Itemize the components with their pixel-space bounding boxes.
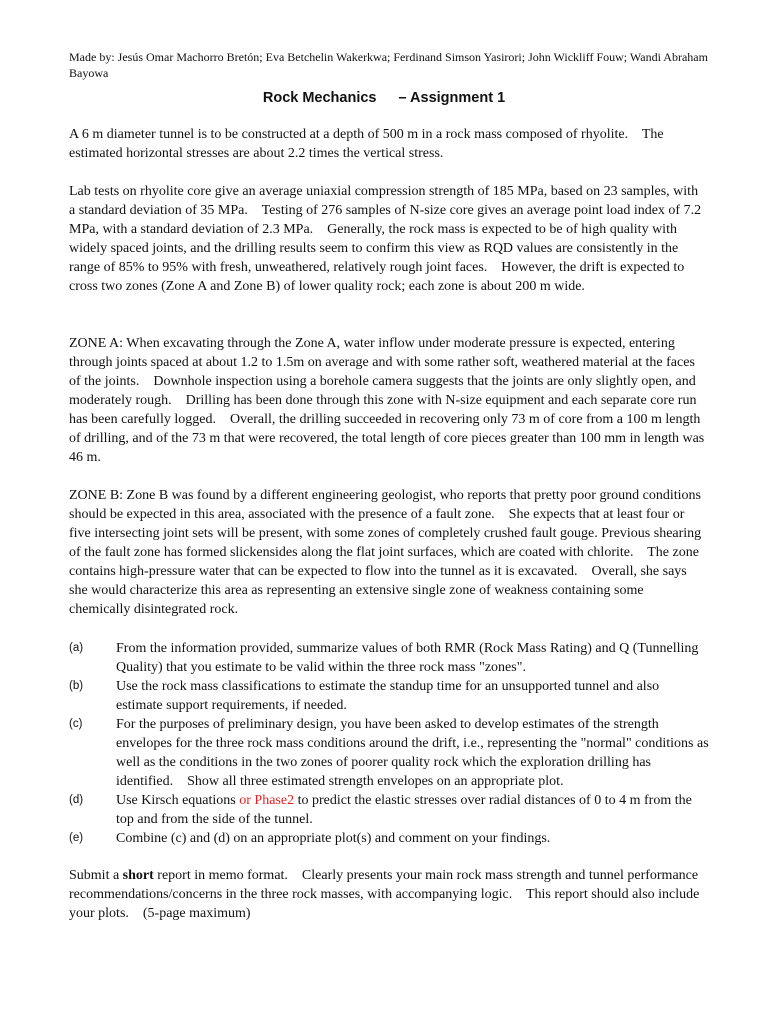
task-text: For the purposes of preliminary design, you have been asked to develop estimates of the strength envelopes for the three rock mass conditions around the drift, i.e., representing the "normal" conditions as well as the conditions in the two zones of poorer quality rock which the exploration drilling has identified. Show all three estimated strength envelopes on an appropriate plot. bbox=[116, 717, 713, 789]
task-text bbox=[116, 791, 709, 829]
submit-before: Submit a bbox=[69, 868, 123, 883]
task-text: Use the rock mass classifications to estimate the standup time for an unsupported tunnel and also estimate support requirements, if needed. bbox=[116, 679, 660, 713]
zone-a-paragraph: ZONE A: When excavating through the Zone A, water inflow under moderate pressure is expected, entering through joints spaced at about 1.2 to 1.5m on average and with some rather soft, weathered material at the faces of the joints. Downhole inspection using a borehole camera suggests that the joints are only slightly open, and moderately rough. Drilling has been done through this zone with N-size equipment and each separate core run has been carefully logged. Overall, the drilling succeeded in recovering only 73 m of core from a 100 m length of drilling, and of the 73 m that were recovered, the total length of core pieces greater than 100 mm in length was 46 m. bbox=[69, 336, 708, 465]
title-course: Rock Mechanics bbox=[262, 90, 377, 106]
task-marker: (b) bbox=[69, 680, 84, 692]
lab-tests-paragraph: Lab tests on rhyolite core give an average uniaxial compression strength of 185 MPa, based on 23 samples, with a standard deviation of 35 MPa. Testing of 276 samples of N-size core gives an average point load index of 7.2 MPa, with a standard deviation of 2.3 MPa. Generally, the rock mass is expected to be of high quality with widely spaced joints, and the drilling results seem to confirm this view as RQD values are consistently in the range of 85% to 95% with fresh, unweathered, relatively rough joint faces. However, the drift is expected to cross two zones (Zone A and Zone B) of lower quality rock; each zone is about 200 m wide. bbox=[69, 184, 705, 294]
task-text: Combine (c) and (d) on an appropriate plot(s) and comment on your findings. bbox=[116, 831, 551, 846]
phase2-highlight: or Phase2 bbox=[239, 793, 295, 808]
intro-paragraph: A 6 m diameter tunnel is to be constructed at a depth of 500 m in a rock mass composed of rhyolite. The estimated horizontal stresses are about 2.2 times the vertical stress. bbox=[69, 127, 668, 161]
submit-bold: short bbox=[122, 868, 154, 883]
submit-after: report in memo format. Clearly presents your main rock mass strength and tunnel performance recommendations/concerns in the three rock masses, with accompanying logic. This report should also include your plots. (5-page maximum) bbox=[69, 868, 703, 921]
task-item-c bbox=[69, 715, 713, 791]
zone-b-paragraph: ZONE B: Zone B was found by a different engineering geologist, who reports that pretty poor ground conditions should be expected in this area, associated with the presence of a fault zone. She expects that at least four or five intersecting joint sets will be present, with some zones of completely crushed fault gouge. Previous shearing of the fault zone has formed slickensides along the flat joint surfaces, which are coated with chlorite. The zone contains high-pressure water that can be expected to flow into the tunnel as it is excavated. Overall, she says she would characterize this area as representing an extensive single zone of weakness containing some chemically disintegrated rock. bbox=[69, 488, 705, 617]
task-marker: (e) bbox=[69, 832, 84, 844]
task-item-a bbox=[69, 639, 709, 677]
submit-instructions bbox=[69, 866, 709, 923]
task-text-after: to predict the elastic stresses over radial distances of 0 to 4 m from the top and from the side of the tunnel. bbox=[116, 793, 696, 827]
task-marker: (c) bbox=[69, 718, 83, 730]
task-text-before: Use Kirsch equations bbox=[116, 793, 240, 808]
task-item-e bbox=[69, 829, 709, 848]
task-item-b bbox=[69, 677, 709, 715]
authors-line: Made by: Jesús Omar Machorro Bretón; Eva Betchelin Wakerkwa; Ferdinand Simson Yasirori; John Wickliff Fouw; Wandi Abraham Bayowa bbox=[69, 50, 708, 80]
task-text: From the information provided, summarize values of both RMR (Rock Mass Rating) and Q (Tunnelling Quality) that you estimate to be valid within the three rock mass "zones". bbox=[116, 641, 699, 675]
page-title bbox=[0, 89, 768, 107]
task-marker: (a) bbox=[69, 642, 84, 654]
task-list bbox=[69, 639, 713, 848]
task-marker: (d) bbox=[69, 794, 84, 806]
task-item-d bbox=[69, 791, 709, 829]
title-assignment: – Assignment 1 bbox=[398, 90, 506, 106]
